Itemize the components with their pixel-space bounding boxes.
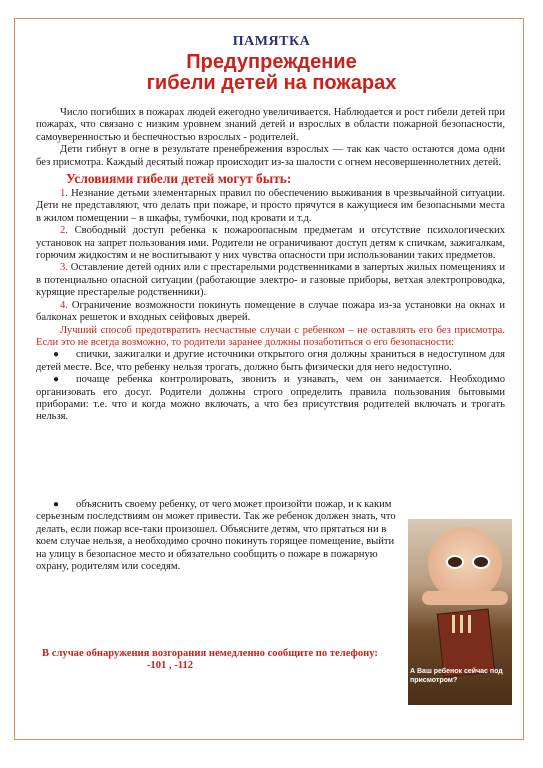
bullet-text: объяснить своему ребенку, от чего может произойти пожар, и к каким серьезным последствиям он может привести. Так же ребенок должен знать, что делать, если пожар все-таки произошел. Объясните детям, что прятаться ни в коем случае нельзя, а необходимо срочно покинуть горящее помещение, выйти на улицу в безопасное место и обязательно сообщить о пожаре в пожарную охрану, родителям или соседям. — [36, 499, 396, 573]
child-with-matches-photo — [408, 519, 512, 705]
bullet-item — [36, 499, 406, 573]
bullet-icon: ● — [52, 349, 60, 361]
condition-number: 2. — [60, 225, 68, 237]
bullet-text: спички, зажигалки и другие источники открытого огня должны храниться в недоступном для детей месте. Все, что ребенку нельзя трогать, должно быть физически для него недоступно. — [36, 349, 505, 373]
main-title-line1: Предупреждение — [186, 51, 357, 73]
condition-item — [36, 225, 505, 262]
bullet-icon: ● — [52, 374, 60, 386]
bullet-icon: ● — [52, 499, 60, 510]
condition-item — [36, 188, 505, 225]
emergency-phone-numbers: -101 , -112 — [146, 660, 194, 671]
memo-body-lower — [36, 499, 406, 573]
intro-paragraph: Число погибших в пожарах людей ежегодно увеличивается. Наблюдается и рост гибели детей при пожарах, что связано с низким уровнем знаний детей и взрослых в области пожарной безопасности, самоуверенностью и беспечностью взрослых - родителей. — [36, 107, 505, 143]
emergency-notice: В случае обнаружения возгорания немедленно сообщите по телефону: — [42, 648, 378, 659]
condition-number: 1. — [60, 188, 68, 200]
eye-icon — [472, 555, 490, 569]
photo-caption: А Ваш ребенок сейчас под присмотром? — [410, 668, 503, 684]
match-icon — [468, 615, 471, 633]
condition-text: Свободный доступ ребенка к пожароопасным предметам и отсутствие психологических установок на запрет пользования ими. Родители не ограничивают доступ детям к спичкам, зажигалкам, горючим жидкостям и не воспитывают у них чувства опасности при использовании таких предметов. — [36, 225, 505, 262]
condition-text: Оставление детей одних или с престарелыми родственниками в запертых жилых помещениях и в потенциально опасной ситуации (работающие электро- и газовые приборы, ветхая электропроводка, курящие престарелые родственники). — [36, 262, 505, 299]
bullet-text: почаще ребенка контролировать, звонить и узнавать, чем он занимается. Необходимо организовать его досуг. Родители должны строго определить правила пользования бытовыми приборами: т.е. что и когда можно включать, а что без присутствия родителей включать и трогать нельзя. — [36, 374, 505, 423]
condition-number: 4. — [60, 299, 68, 311]
bullet-item — [36, 349, 505, 374]
condition-number: 3. — [60, 262, 68, 274]
conditions-heading: Условиями гибели детей могут быть: — [66, 171, 292, 187]
hands — [422, 591, 508, 605]
child-face — [428, 527, 502, 601]
match-icon — [460, 615, 463, 633]
bullet-item — [36, 374, 505, 424]
best-way-paragraph: Лучший способ предотвратить несчастные случаи с ребенком – не оставлять его без присмотра. Если это не всегда возможно, то родители заранее должны позаботиться о его безопасности: — [36, 324, 505, 348]
match-icon — [452, 615, 455, 633]
main-title-line2: гибели детей на пожарах — [146, 72, 397, 94]
condition-text: Ограничение возможности покинуть помещение в случае пожара из-за установки на окнах и балконах решеток и входных сейфовых дверей. — [36, 299, 505, 324]
condition-item — [36, 262, 505, 299]
condition-text: Незнание детьми элементарных правил по обеспечению выживания в чрезвычайной ситуации. Дети не представляют, что делать при пожаре, и просто прячутся в кажущиеся им безопасными места в жилом помещении – в шкафы, тумбочки, под кровати и т.д. — [36, 188, 505, 224]
intro-paragraph: Дети гибнут в огне в результате пренебрежения взрослых — так как часто остаются дома одни без присмотра. Каждый десятый пожар происходит из-за шалости с огнем несовершеннолетних детей. — [36, 144, 505, 168]
eye-icon — [446, 555, 464, 569]
memo-body — [36, 107, 505, 424]
kicker-title: ПАМЯТКА — [232, 34, 311, 49]
condition-item — [36, 300, 505, 325]
